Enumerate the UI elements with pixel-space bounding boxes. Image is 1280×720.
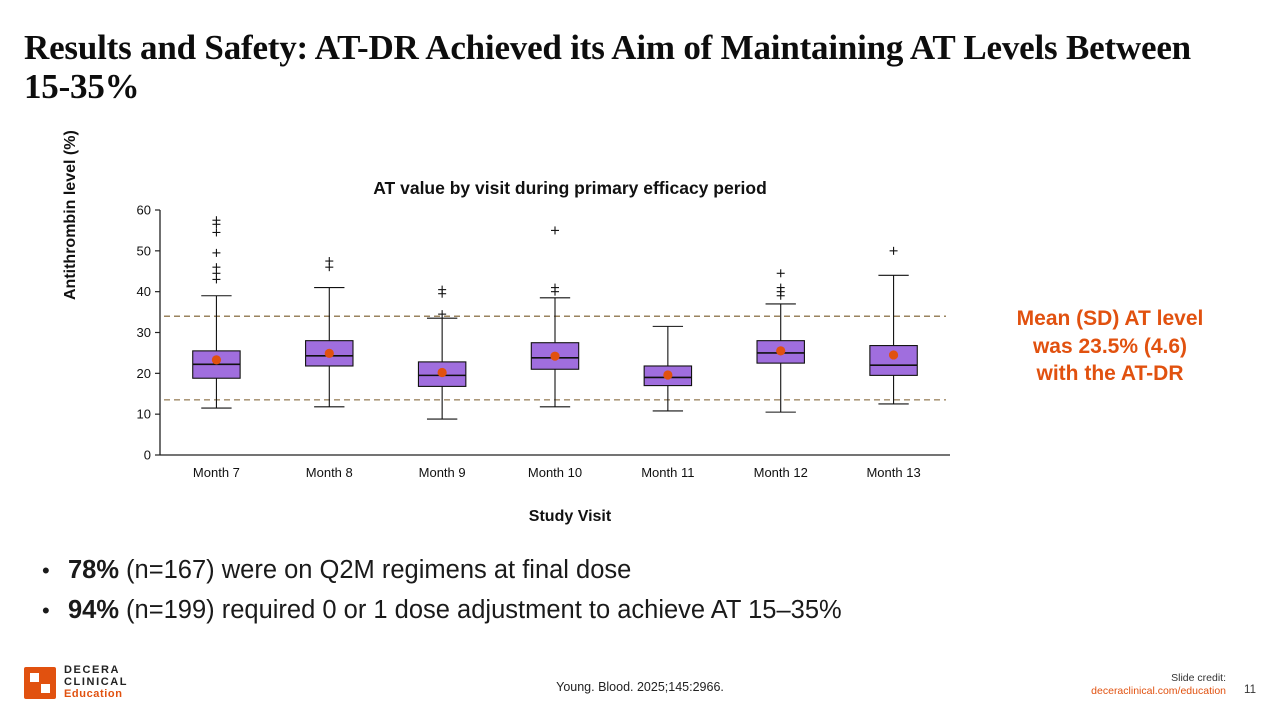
x-tick-label: Month 10	[527, 465, 583, 480]
brand-logo	[24, 665, 128, 701]
callout-line-2: was 23.5% (4.6)	[1032, 334, 1188, 358]
boxplot-group	[866, 247, 920, 480]
boxplot-group	[641, 326, 694, 480]
y-axis-label: Antithrombin level (%)	[62, 130, 79, 300]
mean-marker	[212, 355, 221, 364]
logo-wordmark	[64, 665, 128, 701]
list-item	[42, 556, 1222, 585]
bullet-text: (n=167) were on Q2M regimens at final dose	[126, 556, 632, 584]
callout-line-3: with the AT-DR	[1036, 362, 1184, 386]
x-tick-label: Month 13	[866, 465, 921, 480]
boxplot-group	[528, 226, 582, 480]
x-tick-label: Month 8	[305, 465, 353, 480]
logo-line-2: CLINICAL	[64, 675, 129, 688]
logo-mark-icon	[24, 667, 56, 699]
y-tick-label: 10	[136, 406, 151, 422]
x-tick-label: Month 12	[753, 465, 808, 480]
callout-line-1: Mean (SD) AT level	[1016, 307, 1204, 330]
chart-container	[62, 130, 960, 545]
x-axis-label: Study Visit	[528, 508, 612, 525]
slide-credit-label: Slide credit:	[1171, 672, 1226, 684]
bullet-list	[42, 556, 1222, 636]
page-title: Results and Safety: AT-DR Achieved its Aim of Maintaining AT Levels Between 15-35%	[24, 28, 1191, 107]
mean-marker	[325, 349, 334, 358]
boxplot-svg	[70, 200, 960, 510]
boxplot-group	[418, 286, 465, 480]
list-item	[42, 596, 1222, 625]
x-tick-label: Month 9	[418, 465, 466, 480]
y-tick-label: 40	[136, 284, 151, 300]
y-tick-label: 30	[136, 325, 151, 340]
bullet-text: (n=199) required 0 or 1 dose adjustment to achieve AT 15–35%	[126, 596, 842, 624]
bullet-percent: 78%	[68, 556, 120, 584]
mean-marker	[550, 352, 559, 361]
mean-marker	[438, 368, 447, 377]
box	[870, 346, 917, 376]
logo-line-1: DECERA	[64, 664, 121, 676]
citation-text: Young. Blood. 2025;145:2966.	[556, 680, 724, 694]
bullet-percent: 94%	[68, 596, 120, 624]
x-tick-label: Month 11	[641, 465, 695, 480]
y-tick-label: 60	[136, 202, 151, 218]
x-tick-label: Month 7	[192, 465, 240, 480]
chart-title: AT value by visit during primary efficacy period	[373, 178, 767, 198]
boxplot-group	[754, 269, 808, 480]
mean-marker	[663, 370, 672, 379]
boxplot-group	[193, 216, 240, 480]
logo-line-3: Education	[64, 687, 123, 700]
mean-marker	[776, 346, 785, 355]
slide-credit-link[interactable]: deceraclinical.com/education	[1091, 685, 1226, 698]
mean-marker	[889, 350, 898, 359]
callout-text	[960, 305, 1260, 388]
page-number: 11	[1244, 684, 1256, 696]
y-tick-label: 0	[143, 447, 151, 463]
boxplot-group	[306, 257, 353, 480]
y-tick-label: 50	[136, 243, 151, 259]
bullet-marker-icon: •	[42, 598, 50, 623]
y-tick-label: 20	[136, 365, 151, 381]
bullet-marker-icon: •	[42, 558, 50, 583]
slide-credit	[1006, 672, 1226, 698]
